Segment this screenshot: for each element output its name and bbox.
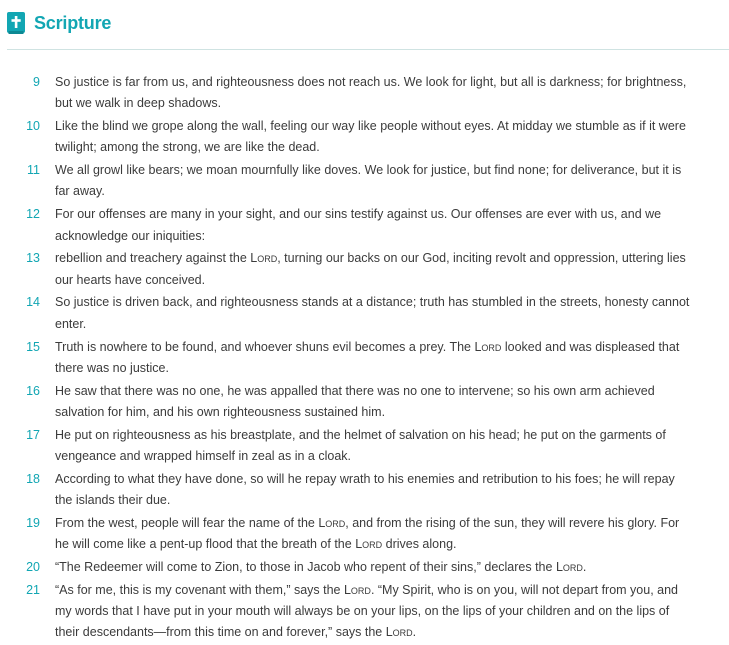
verse-text-segment: . “My Spirit, who is on you, will not depart from you, and my words that I have put in your mouth will always be on your lips, on the lips of your children and on the lips of their descendants—from this time on and forever,” says the — [55, 582, 679, 640]
verse-13 — [0, 248, 729, 292]
verse-text-segment: “The Redeemer will come to Zion, to those in Jacob who repent of their sins,” declares the — [55, 560, 556, 575]
brand[interactable] — [7, 9, 729, 37]
verse-list — [0, 72, 729, 645]
divine-name: Lord — [474, 339, 502, 354]
app-header — [7, 9, 729, 50]
verse-number[interactable]: 15 — [26, 339, 40, 354]
verse-20 — [0, 557, 729, 580]
verse-number[interactable]: 14 — [26, 295, 40, 310]
verse-text: We all growl like bears; we moan mournfully like doves. We look for justice, but find none; for deliverance, but it is far away. — [55, 163, 682, 199]
verse-number[interactable]: 13 — [26, 251, 40, 266]
verse-18 — [0, 469, 729, 513]
verse-number[interactable]: 16 — [26, 383, 40, 398]
verse-text-segment: . — [582, 560, 587, 575]
verse-text — [55, 513, 695, 556]
divine-name: Lord — [355, 537, 383, 552]
verse-21 — [0, 580, 729, 645]
bible-icon — [7, 12, 26, 35]
verse-text-segment: . — [412, 625, 417, 640]
verse-text: He saw that there was no one, he was appalled that there was no one to intervene; so his own arm achieved salvation for him, and his own righteousness sustained him. — [55, 383, 655, 419]
divine-name: Lord — [343, 582, 371, 597]
verse-14 — [0, 292, 729, 336]
verse-16 — [0, 381, 729, 425]
verse-text-segment: “As for me, this is my covenant with them,” says the — [55, 582, 344, 597]
verse-number[interactable]: 20 — [26, 560, 40, 575]
verse-text: Like the blind we grope along the wall, feeling our way like people without eyes. At midday we stumble as if it were twilight; among the strong, we are like the dead. — [55, 119, 686, 155]
verse-number[interactable]: 19 — [26, 515, 40, 530]
verse-text-segment: rebellion and treachery against the — [55, 251, 251, 266]
verse-number[interactable]: 10 — [26, 119, 40, 134]
verse-number[interactable]: 17 — [26, 427, 40, 442]
divine-name: Lord — [555, 560, 583, 575]
verse-text: For our offenses are many in your sight, and our sins testify against us. Our offenses are ever with us, and we acknowledge our iniquities: — [55, 207, 662, 243]
verse-text-segment: , and from the rising of the sun, they will revere his glory. For he will come like a pent-up flood that the breath of the — [55, 515, 680, 552]
verse-17 — [0, 425, 729, 469]
verse-text: So justice is driven back, and righteousness stands at a distance; truth has stumbled in the streets, honesty cannot enter. — [55, 295, 690, 331]
verse-text: So justice is far from us, and righteousness does not reach us. We look for light, but all is darkness; for brightness, but we walk in deep shadows. — [55, 75, 687, 111]
verse-text-segment: From the west, people will fear the name of the — [55, 515, 319, 530]
verse-number[interactable]: 18 — [26, 471, 40, 486]
verse-text: According to what they have done, so will he repay wrath to his enemies and retribution to his foes; he will repay the islands their due. — [55, 471, 675, 508]
verse-15 — [0, 337, 729, 381]
verse-number[interactable]: 11 — [27, 163, 40, 178]
verse-11 — [0, 160, 729, 204]
verse-text-segment: Truth is nowhere to be found, and whoever shuns evil becomes a prey. The — [55, 339, 475, 354]
divine-name: Lord — [250, 251, 278, 266]
app-title: Scripture — [34, 12, 112, 33]
verse-text — [55, 580, 695, 644]
divine-name: Lord — [385, 625, 413, 640]
verse-text: He put on righteousness as his breastplate, and the helmet of salvation on his head; he put on the garments of vengeance and wrapped himself in zeal as in a cloak. — [55, 427, 666, 464]
verse-19 — [0, 513, 729, 557]
verse-12 — [0, 204, 729, 248]
verse-text — [55, 557, 695, 578]
verse-text — [55, 248, 695, 291]
verse-number[interactable]: 21 — [26, 582, 40, 597]
verse-text — [55, 337, 695, 380]
verse-number[interactable]: 9 — [33, 75, 40, 89]
verse-10 — [0, 116, 729, 160]
verse-text-segment: drives along. — [382, 537, 457, 552]
divine-name: Lord — [318, 515, 346, 530]
verse-text-segment: , turning our backs on our God, inciting revolt and oppression, uttering lies our hearts have conceived. — [55, 251, 686, 287]
verse-9 — [0, 72, 729, 116]
verse-text-segment: looked and was displeased that there was no justice. — [55, 339, 680, 375]
verse-number[interactable]: 12 — [26, 207, 40, 222]
